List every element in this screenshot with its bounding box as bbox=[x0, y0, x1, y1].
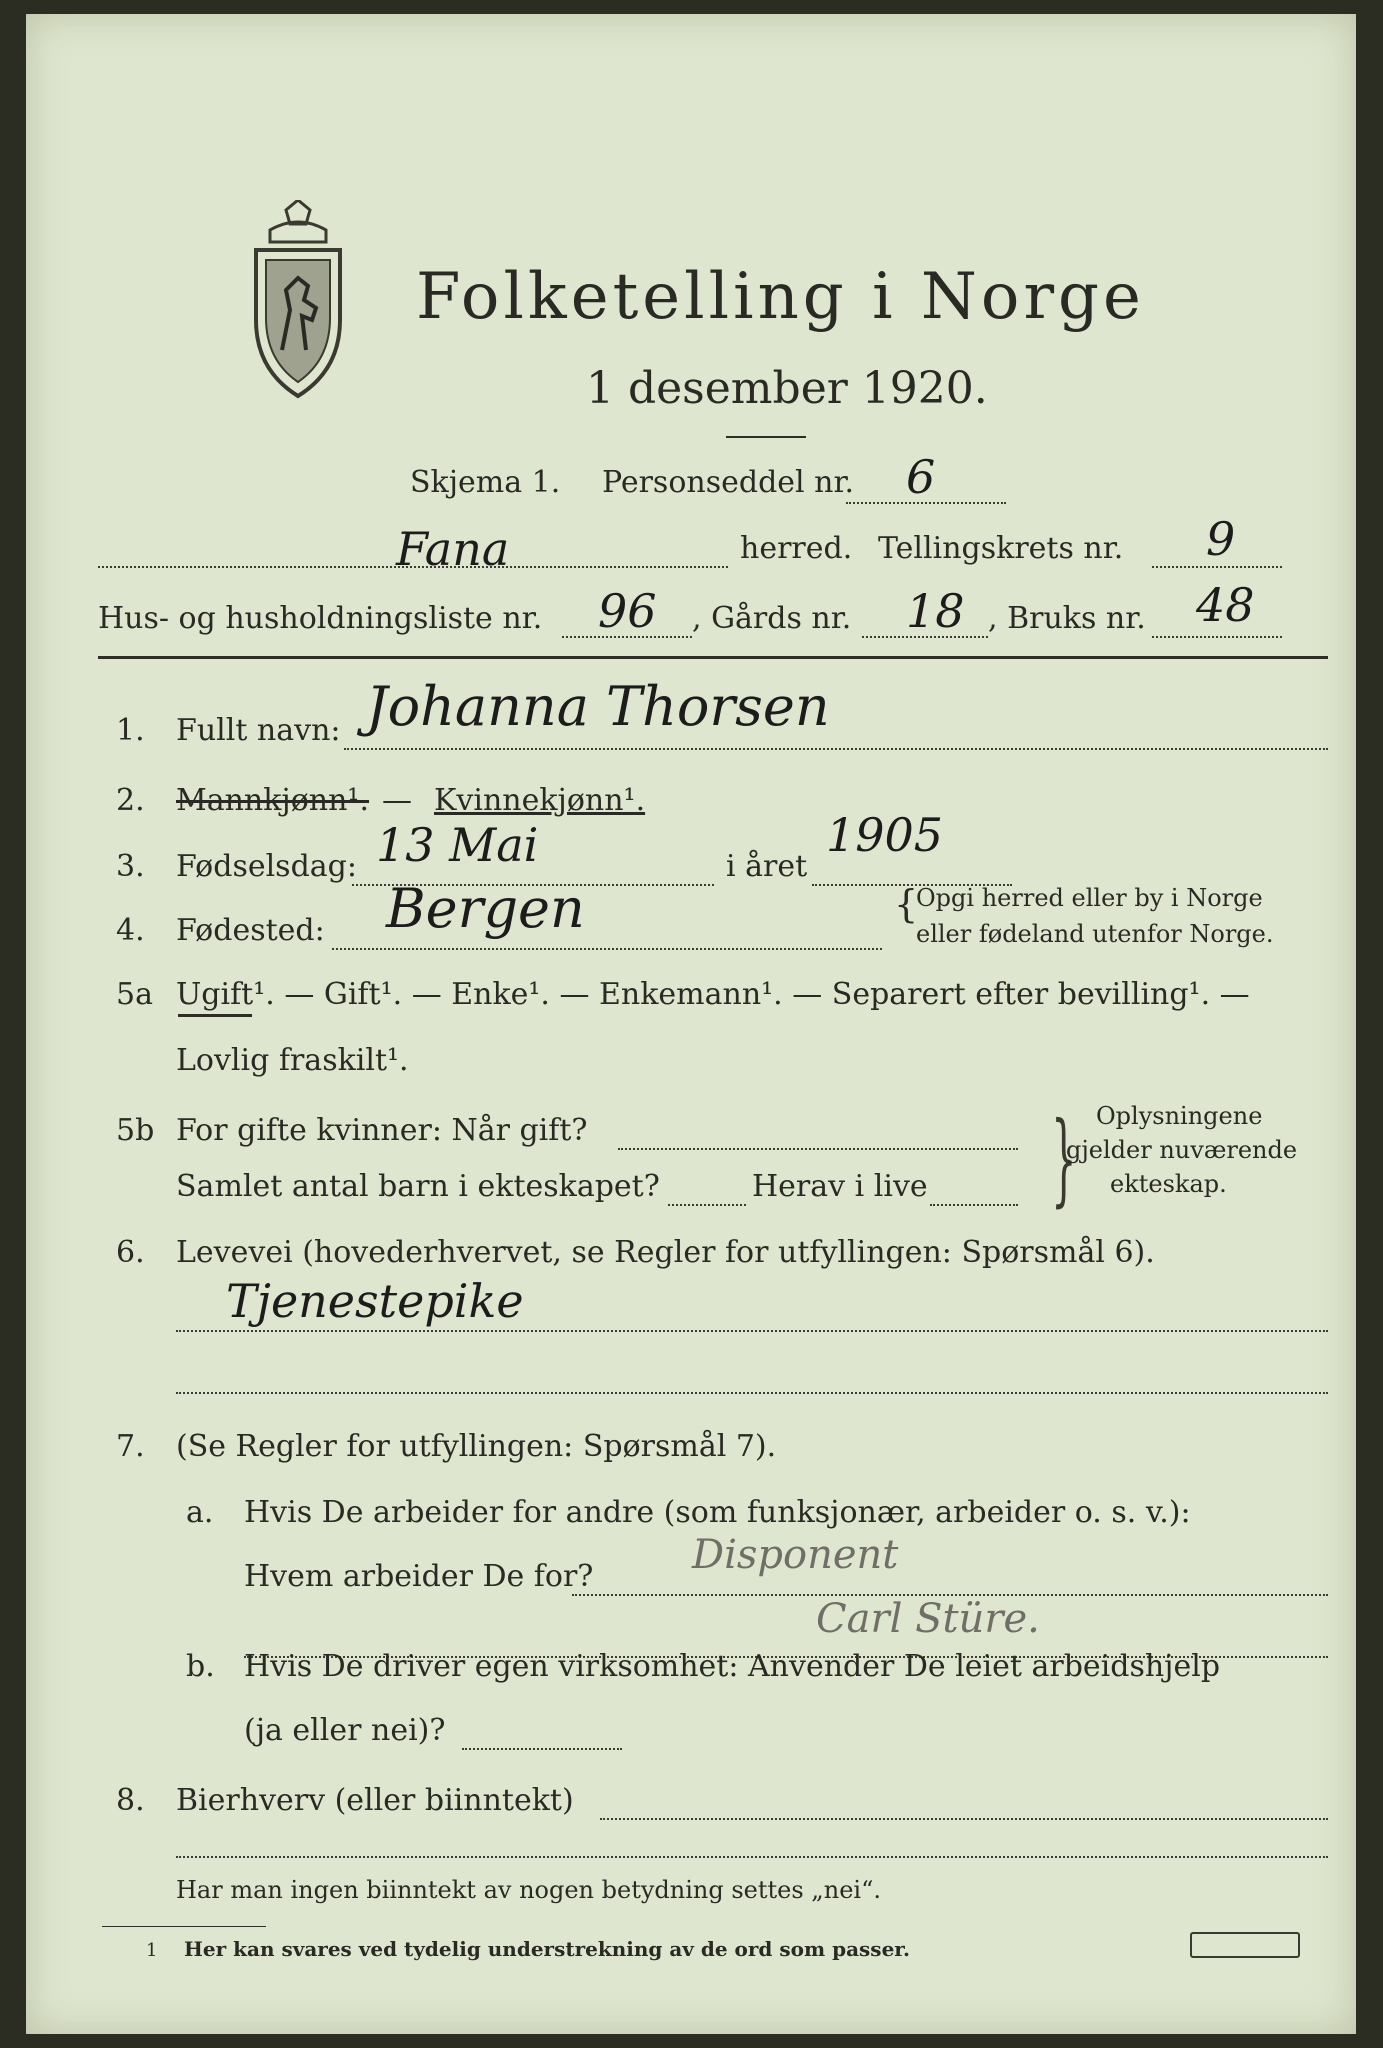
q8-line-2 bbox=[176, 1856, 1328, 1858]
husliste-value: 96 bbox=[598, 584, 657, 638]
q7b-letter: b. bbox=[186, 1649, 215, 1684]
q4-note-2: eller fødeland utenfor Norge. bbox=[916, 920, 1274, 948]
bruks-line bbox=[1152, 636, 1282, 638]
occupation-value: Tjenestepike bbox=[226, 1274, 524, 1328]
tellingskrets-value: 9 bbox=[1206, 512, 1236, 566]
birthplace-value: Bergen bbox=[386, 877, 585, 940]
gards-value: 18 bbox=[906, 584, 965, 638]
q6-number: 6. bbox=[116, 1235, 145, 1270]
q7a-letter: a. bbox=[186, 1495, 214, 1530]
printer-stamp bbox=[1190, 1932, 1300, 1958]
q6-label: Levevei (hovederhvervet, se Regler for utfyllingen: Spørsmål 6). bbox=[176, 1235, 1155, 1270]
q6-line-1 bbox=[176, 1330, 1328, 1332]
q5b-number: 5b bbox=[116, 1113, 155, 1148]
q7b-label-2: (ja eller nei)? bbox=[244, 1713, 446, 1748]
q3-year-label: i året bbox=[726, 849, 808, 884]
q5b-note-1: Oplysningene bbox=[1096, 1102, 1263, 1130]
q3-number: 3. bbox=[116, 849, 145, 884]
husliste-label: Hus- og husholdningsliste nr. bbox=[98, 601, 543, 636]
employer-value-1: Disponent bbox=[692, 1532, 899, 1578]
bruks-value: 48 bbox=[1196, 578, 1255, 632]
q4-label: Fødested: bbox=[176, 913, 325, 948]
q5b-brace: } bbox=[1051, 1100, 1077, 1217]
birth-year-value: 1905 bbox=[826, 808, 944, 862]
q1-label: Fullt navn: bbox=[176, 713, 341, 748]
footnote-rule bbox=[102, 1926, 266, 1927]
q4-number: 4. bbox=[116, 913, 145, 948]
q5b-label-3: Herav i live bbox=[752, 1169, 928, 1204]
gards-label: , Gårds nr. bbox=[692, 601, 852, 636]
q8-label: Bierhverv (eller biinntekt) bbox=[176, 1783, 574, 1818]
q5a-number: 5a bbox=[116, 977, 153, 1012]
marital-status-options: Ugift¹. — Gift¹. — Enke¹. — Enkemann¹. — Separert efter bevilling¹. — bbox=[176, 977, 1250, 1012]
q8-note: Har man ingen biinntekt av nogen betydning settes „nei“. bbox=[176, 1876, 881, 1904]
bruks-label: , Bruks nr. bbox=[988, 601, 1146, 636]
q2-separator: — bbox=[382, 783, 412, 818]
q5b-line-1 bbox=[618, 1148, 1018, 1150]
census-form bbox=[26, 14, 1356, 2034]
marital-status-options-2: Lovlig fraskilt¹. bbox=[176, 1043, 409, 1078]
q3-label: Fødselsdag: bbox=[176, 849, 357, 884]
q8-number: 8. bbox=[116, 1783, 145, 1818]
q1-line bbox=[344, 748, 1328, 750]
coat-of-arms-emblem bbox=[246, 200, 350, 400]
footnote-mark: 1 bbox=[146, 1940, 158, 1961]
q2-male: Mannkjønn¹. bbox=[176, 783, 369, 818]
q1-number: 1. bbox=[116, 713, 145, 748]
form-title: Folketelling i Norge bbox=[416, 260, 1145, 334]
tellingskrets-label: Tellingskrets nr. bbox=[878, 531, 1124, 566]
q4-note-1: Opgi herred eller by i Norge bbox=[916, 884, 1263, 912]
full-name-value: Johanna Thorsen bbox=[366, 675, 830, 738]
q8-line-1 bbox=[600, 1818, 1328, 1820]
q4-brace: { bbox=[894, 882, 919, 926]
title-divider bbox=[726, 436, 806, 438]
header-rule bbox=[98, 656, 1328, 659]
birthday-value: 13 Mai bbox=[376, 818, 539, 872]
q5b-note-3: ekteskap. bbox=[1110, 1170, 1227, 1198]
q7-number: 7. bbox=[116, 1429, 145, 1464]
herred-label: herred. bbox=[740, 531, 853, 566]
tellingskrets-line bbox=[1152, 566, 1282, 568]
q4-line bbox=[332, 948, 882, 950]
q7a-label-2: Hvem arbeider De for? bbox=[244, 1559, 594, 1594]
q5b-label-1: For gifte kvinner: Når gift? bbox=[176, 1113, 588, 1148]
q5b-label-2: Samlet antal barn i ekteskapet? bbox=[176, 1169, 660, 1204]
census-date: 1 desember 1920. bbox=[586, 363, 988, 414]
skjema-label: Skjema 1. bbox=[410, 465, 561, 500]
municipality-value: Fana bbox=[396, 522, 510, 576]
q5b-line-2 bbox=[668, 1204, 746, 1206]
footnote-text: Her kan svares ved tydelig understrekning av de ord som passer. bbox=[184, 1937, 910, 1961]
q7-label: (Se Regler for utfyllingen: Spørsmål 7). bbox=[176, 1429, 777, 1464]
q7b-label: Hvis De driver egen virksomhet: Anvender De leiet arbeidshjelp bbox=[244, 1649, 1221, 1684]
q7b-line bbox=[462, 1748, 622, 1750]
personseddel-value: 6 bbox=[906, 450, 936, 504]
employer-value-2: Carl Stüre. bbox=[816, 1596, 1040, 1642]
q5b-line-3 bbox=[930, 1204, 1018, 1206]
q7a-label: Hvis De arbeider for andre (som funksjonær, arbeider o. s. v.): bbox=[244, 1495, 1191, 1530]
personseddel-label: Personseddel nr. bbox=[602, 465, 855, 500]
q2-female: Kvinnekjønn¹. bbox=[434, 783, 646, 818]
q2-number: 2. bbox=[116, 783, 145, 818]
q5b-note-2: gjelder nuværende bbox=[1066, 1136, 1298, 1164]
ugift-underline bbox=[178, 1014, 252, 1017]
q6-line-2 bbox=[176, 1392, 1328, 1394]
